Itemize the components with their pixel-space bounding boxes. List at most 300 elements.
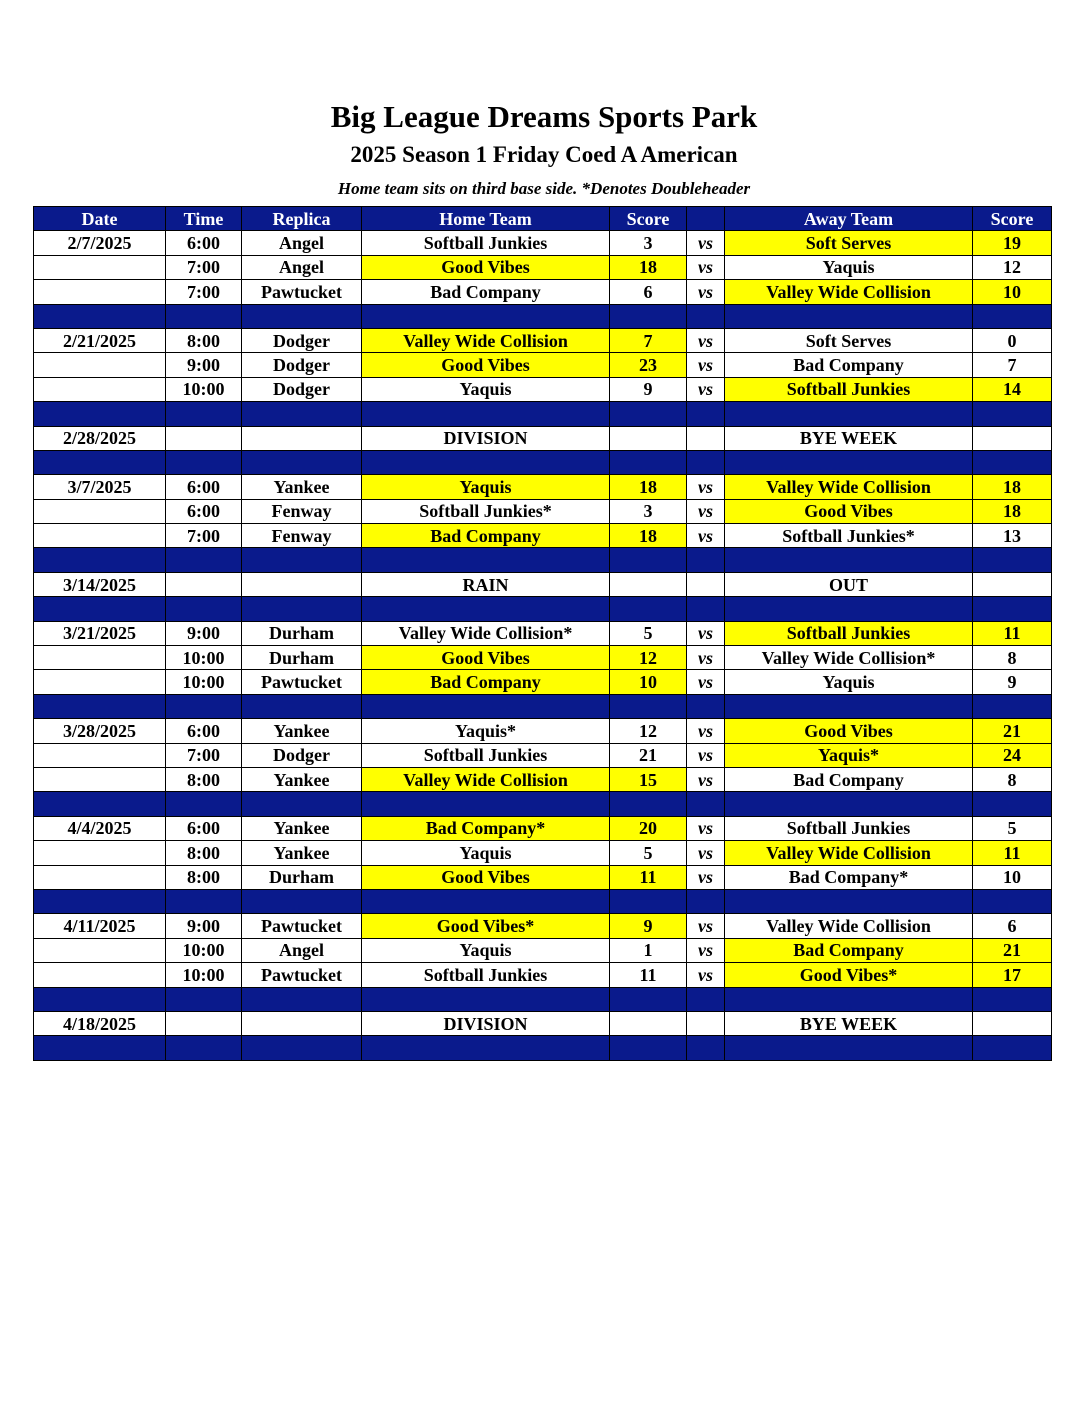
separator-cell (166, 304, 242, 328)
home-score-cell: 3 (610, 499, 687, 523)
away-team-cell: Yaquis* (725, 743, 973, 767)
separator-cell (362, 402, 610, 426)
column-header-away-score: Score (973, 207, 1052, 231)
home-score-cell: 9 (610, 914, 687, 938)
date-cell: 3/7/2025 (34, 475, 166, 499)
vs-label: vs (687, 255, 725, 279)
game-row (34, 963, 1052, 987)
date-cell: 2/21/2025 (34, 328, 166, 352)
home-team-cell: Softball Junkies (362, 231, 610, 255)
away-score-cell: 21 (973, 938, 1052, 962)
home-score-cell: 20 (610, 816, 687, 840)
vs-label: vs (687, 865, 725, 889)
home-score-cell: 1 (610, 938, 687, 962)
home-score-cell: 3 (610, 231, 687, 255)
away-score-cell: 17 (973, 963, 1052, 987)
vs-label: vs (687, 938, 725, 962)
separator-cell (166, 792, 242, 816)
separator-row (34, 792, 1052, 816)
column-header-time: Time (166, 207, 242, 231)
separator-cell (242, 987, 362, 1011)
separator-cell (973, 1036, 1052, 1060)
separator-cell (34, 548, 166, 572)
home-score-cell: 11 (610, 865, 687, 889)
column-header-away-team: Away Team (725, 207, 973, 231)
vs-label: vs (687, 767, 725, 791)
away-team-cell: Yaquis (725, 255, 973, 279)
date-cell (34, 865, 166, 889)
separator-cell (725, 597, 973, 621)
vs-label: vs (687, 621, 725, 645)
time-cell: 9:00 (166, 353, 242, 377)
home-score-cell (610, 426, 687, 450)
separator-cell (973, 304, 1052, 328)
date-cell (34, 280, 166, 304)
separator-row (34, 304, 1052, 328)
separator-row (34, 402, 1052, 426)
away-score-cell: 14 (973, 377, 1052, 401)
separator-cell (362, 597, 610, 621)
away-score-cell: 11 (973, 841, 1052, 865)
separator-cell (687, 402, 725, 426)
separator-cell (610, 1036, 687, 1060)
home-score-cell: 18 (610, 524, 687, 548)
separator-cell (973, 889, 1052, 913)
vs-label: vs (687, 646, 725, 670)
away-team-cell: Softball Junkies (725, 377, 973, 401)
replica-cell: Fenway (242, 499, 362, 523)
replica-cell: Yankee (242, 841, 362, 865)
game-row (34, 572, 1052, 596)
game-row (34, 1011, 1052, 1035)
home-score-cell: 6 (610, 280, 687, 304)
replica-cell (242, 572, 362, 596)
away-score-cell: 13 (973, 524, 1052, 548)
vs-label: vs (687, 816, 725, 840)
replica-cell (242, 1011, 362, 1035)
time-cell: 10:00 (166, 938, 242, 962)
separator-cell (242, 792, 362, 816)
game-row (34, 743, 1052, 767)
page-title: Big League Dreams Sports Park (330, 99, 758, 134)
replica-cell (242, 426, 362, 450)
replica-cell: Pawtucket (242, 280, 362, 304)
separator-cell (687, 597, 725, 621)
date-cell (34, 377, 166, 401)
separator-cell (362, 889, 610, 913)
separator-row (34, 450, 1052, 474)
away-team-cell: Bad Company (725, 353, 973, 377)
separator-cell (973, 450, 1052, 474)
away-score-cell (973, 426, 1052, 450)
home-team-cell: Bad Company (362, 280, 610, 304)
date-cell (34, 670, 166, 694)
date-cell (34, 767, 166, 791)
time-cell (166, 426, 242, 450)
date-cell: 4/18/2025 (34, 1011, 166, 1035)
game-row (34, 719, 1052, 743)
away-team-cell: Valley Wide Collision (725, 280, 973, 304)
separator-cell (166, 597, 242, 621)
home-team-cell: RAIN (362, 572, 610, 596)
replica-cell: Yankee (242, 719, 362, 743)
game-row (34, 646, 1052, 670)
game-row (34, 475, 1052, 499)
away-score-cell: 10 (973, 865, 1052, 889)
home-score-cell: 18 (610, 475, 687, 499)
replica-cell: Yankee (242, 475, 362, 499)
away-team-cell: Yaquis (725, 670, 973, 694)
game-row (34, 938, 1052, 962)
time-cell: 8:00 (166, 841, 242, 865)
vs-label: vs (687, 328, 725, 352)
separator-cell (34, 304, 166, 328)
date-cell: 3/14/2025 (34, 572, 166, 596)
separator-cell (687, 548, 725, 572)
replica-cell: Durham (242, 646, 362, 670)
date-cell: 3/28/2025 (34, 719, 166, 743)
separator-cell (725, 694, 973, 718)
time-cell: 8:00 (166, 865, 242, 889)
replica-cell: Pawtucket (242, 963, 362, 987)
separator-cell (242, 450, 362, 474)
schedule-body (34, 231, 1052, 1060)
game-row (34, 426, 1052, 450)
away-score-cell: 0 (973, 328, 1052, 352)
home-team-cell: Yaquis (362, 377, 610, 401)
home-score-cell (610, 1011, 687, 1035)
replica-cell: Dodger (242, 377, 362, 401)
vs-label (687, 426, 725, 450)
away-team-cell: Good Vibes (725, 719, 973, 743)
date-cell: 4/4/2025 (34, 816, 166, 840)
home-team-cell: Valley Wide Collision (362, 767, 610, 791)
away-score-cell: 11 (973, 621, 1052, 645)
home-score-cell: 21 (610, 743, 687, 767)
separator-cell (166, 548, 242, 572)
date-cell (34, 938, 166, 962)
game-row (34, 280, 1052, 304)
game-row (34, 328, 1052, 352)
time-cell: 6:00 (166, 499, 242, 523)
date-cell: 3/21/2025 (34, 621, 166, 645)
time-cell: 7:00 (166, 524, 242, 548)
away-team-cell: Valley Wide Collision (725, 841, 973, 865)
separator-cell (242, 1036, 362, 1060)
away-score-cell: 8 (973, 767, 1052, 791)
time-cell: 10:00 (166, 377, 242, 401)
separator-cell (362, 1036, 610, 1060)
home-score-cell: 12 (610, 719, 687, 743)
vs-label: vs (687, 280, 725, 304)
separator-cell (166, 889, 242, 913)
home-team-cell: Good Vibes* (362, 914, 610, 938)
time-cell: 6:00 (166, 475, 242, 499)
time-cell: 8:00 (166, 328, 242, 352)
game-row (34, 816, 1052, 840)
home-team-cell: Bad Company* (362, 816, 610, 840)
away-team-cell: Bad Company (725, 938, 973, 962)
separator-cell (687, 450, 725, 474)
away-team-cell: Valley Wide Collision* (725, 646, 973, 670)
separator-cell (242, 304, 362, 328)
away-score-cell: 8 (973, 646, 1052, 670)
away-team-cell: Bad Company (725, 767, 973, 791)
separator-cell (687, 1036, 725, 1060)
away-team-cell: Good Vibes* (725, 963, 973, 987)
away-team-cell: Valley Wide Collision (725, 914, 973, 938)
home-score-cell: 23 (610, 353, 687, 377)
home-score-cell: 15 (610, 767, 687, 791)
date-cell (34, 353, 166, 377)
separator-row (34, 1036, 1052, 1060)
away-score-cell: 18 (973, 475, 1052, 499)
separator-cell (687, 889, 725, 913)
game-row (34, 353, 1052, 377)
time-cell: 10:00 (166, 963, 242, 987)
away-score-cell: 21 (973, 719, 1052, 743)
home-team-cell: Valley Wide Collision (362, 328, 610, 352)
separator-cell (973, 792, 1052, 816)
separator-cell (610, 304, 687, 328)
time-cell (166, 1011, 242, 1035)
home-score-cell: 7 (610, 328, 687, 352)
away-score-cell: 10 (973, 280, 1052, 304)
date-cell (34, 743, 166, 767)
replica-cell: Durham (242, 865, 362, 889)
game-row (34, 524, 1052, 548)
time-cell: 9:00 (166, 914, 242, 938)
away-score-cell: 19 (973, 231, 1052, 255)
replica-cell: Dodger (242, 353, 362, 377)
home-team-cell: Valley Wide Collision* (362, 621, 610, 645)
home-team-cell: Softball Junkies (362, 963, 610, 987)
time-cell: 7:00 (166, 255, 242, 279)
separator-cell (362, 694, 610, 718)
vs-label: vs (687, 719, 725, 743)
vs-label: vs (687, 231, 725, 255)
game-row (34, 621, 1052, 645)
date-cell (34, 646, 166, 670)
separator-cell (973, 694, 1052, 718)
date-cell (34, 963, 166, 987)
separator-cell (166, 402, 242, 426)
time-cell: 9:00 (166, 621, 242, 645)
separator-cell (34, 792, 166, 816)
separator-cell (166, 450, 242, 474)
separator-row (34, 694, 1052, 718)
separator-cell (34, 1036, 166, 1060)
separator-cell (166, 694, 242, 718)
separator-cell (973, 597, 1052, 621)
separator-cell (34, 402, 166, 426)
game-row (34, 231, 1052, 255)
game-row (34, 841, 1052, 865)
away-team-cell: Valley Wide Collision (725, 475, 973, 499)
separator-cell (34, 889, 166, 913)
home-score-cell: 9 (610, 377, 687, 401)
game-row (34, 670, 1052, 694)
time-cell: 7:00 (166, 280, 242, 304)
away-team-cell: Bad Company* (725, 865, 973, 889)
separator-cell (34, 694, 166, 718)
game-row (34, 377, 1052, 401)
replica-cell: Angel (242, 255, 362, 279)
separator-cell (610, 402, 687, 426)
vs-label: vs (687, 353, 725, 377)
separator-cell (242, 548, 362, 572)
separator-cell (242, 694, 362, 718)
replica-cell: Pawtucket (242, 670, 362, 694)
vs-label: vs (687, 841, 725, 865)
separator-cell (362, 548, 610, 572)
separator-cell (610, 548, 687, 572)
home-team-cell: Softball Junkies* (362, 499, 610, 523)
replica-cell: Yankee (242, 816, 362, 840)
time-cell: 8:00 (166, 767, 242, 791)
home-team-cell: Good Vibes (362, 255, 610, 279)
date-cell (34, 524, 166, 548)
separator-cell (166, 1036, 242, 1060)
home-team-cell: Good Vibes (362, 865, 610, 889)
separator-cell (242, 402, 362, 426)
replica-cell: Angel (242, 231, 362, 255)
time-cell: 7:00 (166, 743, 242, 767)
away-team-cell: Soft Serves (725, 231, 973, 255)
away-score-cell: 6 (973, 914, 1052, 938)
separator-cell (973, 987, 1052, 1011)
separator-cell (362, 450, 610, 474)
schedule-table (33, 206, 1052, 1061)
separator-row (34, 889, 1052, 913)
table-header-row (34, 207, 1052, 231)
page-subtitle: 2025 Season 1 Friday Coed A American (350, 142, 738, 167)
away-score-cell: 18 (973, 499, 1052, 523)
separator-row (34, 597, 1052, 621)
home-team-cell: DIVISION (362, 426, 610, 450)
away-score-cell: 9 (973, 670, 1052, 694)
home-team-cell: DIVISION (362, 1011, 610, 1035)
home-score-cell: 11 (610, 963, 687, 987)
game-row (34, 767, 1052, 791)
separator-row (34, 987, 1052, 1011)
separator-cell (725, 304, 973, 328)
home-team-cell: Yaquis (362, 841, 610, 865)
home-team-cell: Yaquis (362, 475, 610, 499)
separator-cell (610, 792, 687, 816)
time-cell: 10:00 (166, 670, 242, 694)
separator-cell (34, 597, 166, 621)
column-header-date: Date (34, 207, 166, 231)
vs-label: vs (687, 499, 725, 523)
separator-cell (610, 597, 687, 621)
away-team-cell: Soft Serves (725, 328, 973, 352)
separator-cell (166, 987, 242, 1011)
home-score-cell: 5 (610, 841, 687, 865)
home-team-cell: Good Vibes (362, 353, 610, 377)
separator-cell (242, 889, 362, 913)
separator-cell (725, 450, 973, 474)
time-cell: 10:00 (166, 646, 242, 670)
away-team-cell: BYE WEEK (725, 426, 973, 450)
separator-cell (973, 548, 1052, 572)
away-score-cell (973, 1011, 1052, 1035)
game-row (34, 499, 1052, 523)
vs-label (687, 1011, 725, 1035)
separator-cell (34, 987, 166, 1011)
replica-cell: Angel (242, 938, 362, 962)
vs-label: vs (687, 914, 725, 938)
home-score-cell: 12 (610, 646, 687, 670)
away-team-cell: Softball Junkies (725, 816, 973, 840)
away-team-cell: OUT (725, 572, 973, 596)
column-header-home-team: Home Team (362, 207, 610, 231)
home-score-cell (610, 572, 687, 596)
separator-cell (362, 792, 610, 816)
away-team-cell: Softball Junkies* (725, 524, 973, 548)
home-team-cell: Bad Company (362, 670, 610, 694)
date-cell: 2/28/2025 (34, 426, 166, 450)
column-header-vs (687, 207, 725, 231)
vs-label: vs (687, 963, 725, 987)
game-row (34, 914, 1052, 938)
away-team-cell: Good Vibes (725, 499, 973, 523)
replica-cell: Dodger (242, 328, 362, 352)
date-cell: 2/7/2025 (34, 231, 166, 255)
date-cell (34, 841, 166, 865)
home-team-cell: Yaquis* (362, 719, 610, 743)
separator-cell (610, 889, 687, 913)
replica-cell: Dodger (242, 743, 362, 767)
away-team-cell: Softball Junkies (725, 621, 973, 645)
schedule-note: Home team sits on third base side. *Denotes Doubleheader (337, 179, 751, 198)
separator-cell (242, 597, 362, 621)
separator-cell (687, 694, 725, 718)
separator-cell (34, 450, 166, 474)
away-score-cell: 12 (973, 255, 1052, 279)
separator-cell (362, 987, 610, 1011)
separator-cell (610, 987, 687, 1011)
home-score-cell: 10 (610, 670, 687, 694)
away-score-cell (973, 572, 1052, 596)
separator-cell (725, 1036, 973, 1060)
home-score-cell: 18 (610, 255, 687, 279)
home-team-cell: Good Vibes (362, 646, 610, 670)
game-row (34, 865, 1052, 889)
vs-label: vs (687, 743, 725, 767)
separator-row (34, 548, 1052, 572)
home-score-cell: 5 (610, 621, 687, 645)
separator-cell (725, 987, 973, 1011)
separator-cell (725, 889, 973, 913)
game-row (34, 255, 1052, 279)
date-cell: 4/11/2025 (34, 914, 166, 938)
replica-cell: Fenway (242, 524, 362, 548)
replica-cell: Pawtucket (242, 914, 362, 938)
separator-cell (610, 694, 687, 718)
away-team-cell: BYE WEEK (725, 1011, 973, 1035)
separator-cell (687, 792, 725, 816)
vs-label (687, 572, 725, 596)
separator-cell (973, 402, 1052, 426)
away-score-cell: 7 (973, 353, 1052, 377)
vs-label: vs (687, 524, 725, 548)
separator-cell (725, 548, 973, 572)
separator-cell (725, 792, 973, 816)
separator-cell (610, 450, 687, 474)
replica-cell: Yankee (242, 767, 362, 791)
time-cell: 6:00 (166, 719, 242, 743)
